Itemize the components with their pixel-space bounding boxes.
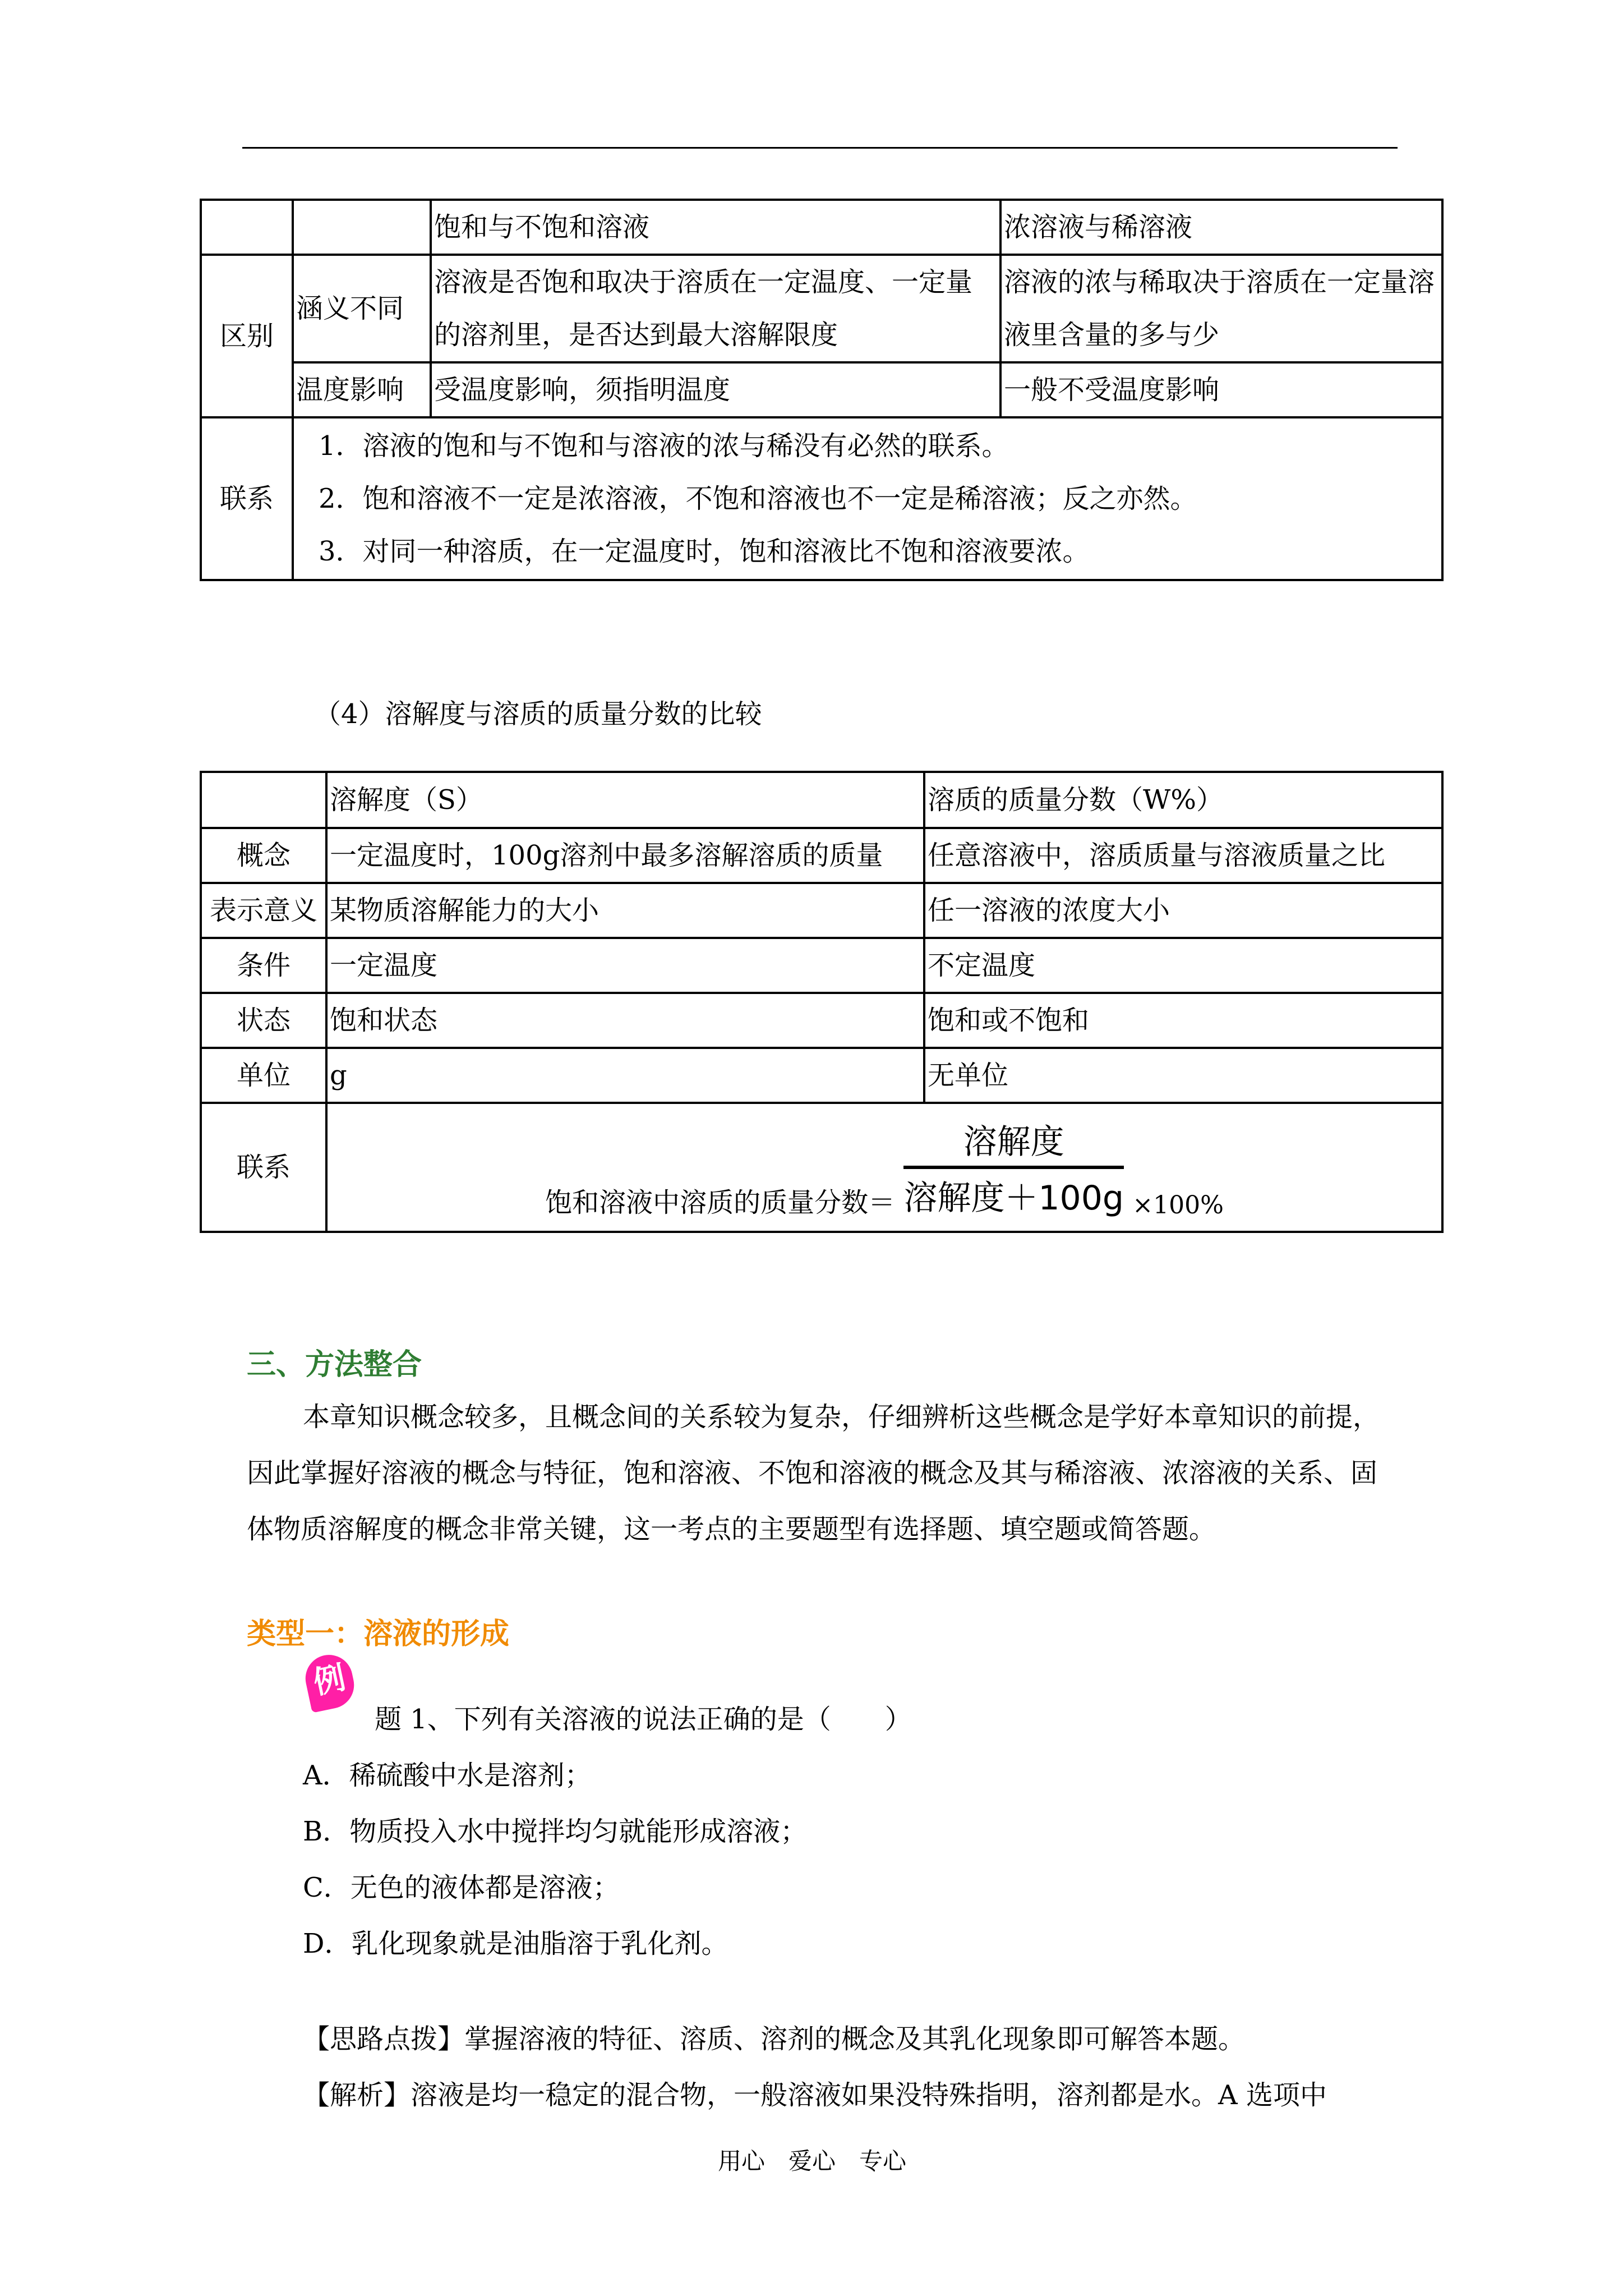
header-mass-fraction: 溶质的质量分数（W%）	[924, 772, 1442, 828]
analysis-label: 【解析】	[303, 2079, 411, 2111]
formula-prefix: 饱和溶液中溶质的质量分数＝	[545, 1187, 896, 1218]
option-a: A．稀硫酸中水是溶剂；	[303, 1760, 592, 1791]
cell: 某物质溶解能力的大小	[326, 883, 924, 938]
formula-fraction	[903, 1115, 1124, 1220]
temperature-concentrated: 一般不受温度影响	[1000, 362, 1442, 417]
cell: 不定温度	[924, 938, 1442, 993]
empty-cell	[201, 200, 293, 255]
option-c: C．无色的液体都是溶液；	[303, 1872, 620, 1903]
cell: 一定温度时，100g溶剂中最多溶解溶质的质量	[326, 828, 924, 883]
formula-denominator: 溶解度＋100g	[903, 1179, 1124, 1218]
hint-text: 掌握溶液的特征、溶质、溶剂的概念及其乳化现象即可解答本题。	[464, 2023, 1246, 2055]
link-list	[293, 417, 1442, 580]
formula-suffix: ×100%	[1132, 1191, 1224, 1220]
link-item: 2．饱和溶液不一定是浓溶液，不饱和溶液也不一定是稀溶液；反之亦然。	[319, 483, 1197, 514]
hint-line	[303, 2017, 1245, 2056]
link-item: 1．溶液的饱和与不饱和与溶液的浓与稀没有必然的联系。	[319, 430, 1009, 462]
empty-cell	[201, 772, 326, 828]
row-label: 状态	[201, 993, 326, 1048]
link-item: 3．对同一种溶质，在一定温度时，饱和溶液比不饱和溶液要浓。	[319, 536, 1090, 567]
empty-cell	[293, 200, 431, 255]
cell: 一定温度	[326, 938, 924, 993]
header-solubility: 溶解度（S）	[326, 772, 924, 828]
question-text: 题 1、下列有关溶液的说法正确的是（ ）	[375, 1704, 912, 1735]
cell: 饱和或不饱和	[924, 993, 1442, 1048]
meaning-saturated: 溶液是否饱和取决于溶质在一定温度、一定量的溶剂里，是否达到最大溶解限度	[431, 255, 1000, 362]
row-label: 单位	[201, 1048, 326, 1103]
formula-numerator: 溶解度	[903, 1115, 1124, 1169]
header-concentrated: 浓溶液与稀溶液	[1000, 200, 1442, 255]
cell: 无单位	[924, 1048, 1442, 1103]
row-label-temperature: 温度影响	[293, 362, 431, 417]
saturation-concentration-table	[200, 199, 1444, 581]
footer: 用心 爱心 专心	[718, 2147, 907, 2175]
section-title: 三、方法整合	[247, 1348, 422, 1382]
header-rule	[242, 147, 1398, 149]
row-label-meaning: 涵义不同	[293, 255, 431, 362]
row-label-link: 联系	[201, 417, 293, 580]
formula-cell	[326, 1103, 1442, 1232]
temperature-saturated: 受温度影响，须指明温度	[431, 362, 1000, 417]
row-label-link: 联系	[201, 1103, 326, 1232]
row-label: 表示意义	[201, 883, 326, 938]
row-label: 条件	[201, 938, 326, 993]
cell: 饱和状态	[326, 993, 924, 1048]
row-group-difference: 区别	[201, 255, 293, 417]
cell: 任意溶液中，溶质质量与溶液质量之比	[924, 828, 1442, 883]
hint-label: 【思路点拨】	[303, 2023, 465, 2055]
cell: g	[326, 1048, 924, 1103]
solubility-mass-fraction-table	[200, 771, 1444, 1233]
section-paragraph: 本章知识概念较多，且概念间的关系较为复杂，仔细辨析这些概念是学好本章知识的前提，因此掌握好溶液的概念与特征，饱和溶液、不饱和溶液的概念及其与稀溶液、浓溶液的关系、固体物质溶解度的概念非常关键，这一考点的主要题型有选择题、填空题或简答题。	[247, 1401, 1380, 1545]
option-b: B．物质投入水中搅拌均匀就能形成溶液；	[303, 1816, 808, 1847]
row-label: 概念	[201, 828, 326, 883]
header-saturated: 饱和与不饱和溶液	[431, 200, 1000, 255]
analysis-line	[303, 2073, 1327, 2112]
example-badge: 例	[301, 1650, 358, 1713]
option-d: D．乳化现象就是油脂溶于乳化剂。	[303, 1928, 728, 1959]
meaning-concentrated: 溶液的浓与稀取决于溶质在一定量溶液里含量的多与少	[1000, 255, 1442, 362]
type-title: 类型一：溶液的形成	[247, 1617, 510, 1651]
heading-4: （4）溶解度与溶质的质量分数的比较	[314, 698, 762, 730]
cell: 任一溶液的浓度大小	[924, 883, 1442, 938]
analysis-text: 溶液是均一稳定的混合物，一般溶液如果没特殊指明，溶剂都是水。A 选项中	[411, 2079, 1327, 2111]
